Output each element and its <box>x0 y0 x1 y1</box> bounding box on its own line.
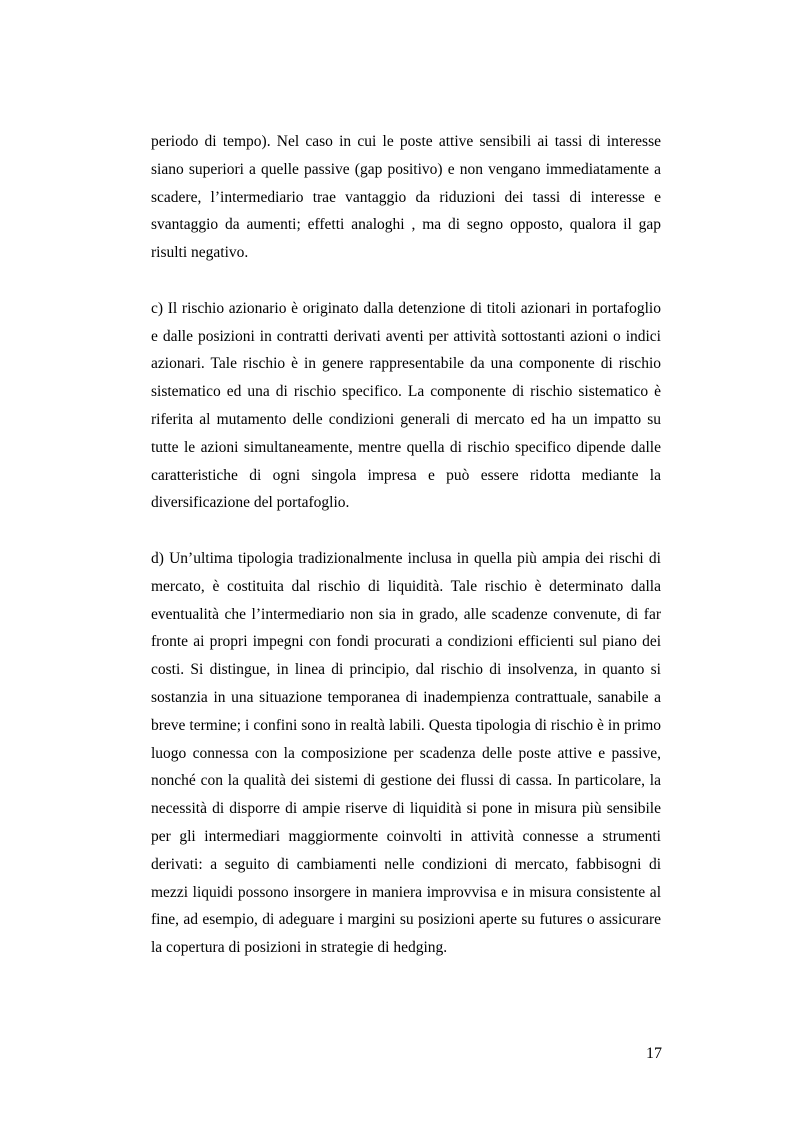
page-number: 17 <box>646 1045 662 1062</box>
body-text <box>151 128 661 962</box>
paragraph-equity-risk: c) Il rischio azionario è originato dalla detenzione di titoli azionari in portafoglio e dalle posizioni in contratti derivati aventi per attività sottostanti azioni o indici azionari. Tale rischio è in genere rappresentabile da una componente di rischio sistematico ed una di rischio specifico. La componente di rischio sistematico è riferita al mutamento delle condizioni generali di mercato ed ha un impatto su tutte le azioni simultaneamente, mentre quella di rischio specifico dipende dalle caratteristiche di ogni singola impresa e può essere ridotta mediante la diversificazione del portafoglio. <box>151 299 661 512</box>
paragraph-interest-rate-gap: periodo di tempo). Nel caso in cui le poste attive sensibili ai tassi di interesse siano superiori a quelle passive (gap positivo) e non vengano immediatamente a scadere, l’intermediario trae vantaggio da riduzioni dei tassi di interesse e svantaggio da aumenti; effetti analoghi , ma di segno opposto, qualora il gap risulti negativo. <box>151 133 661 262</box>
paragraph-liquidity-risk: d) Un’ultima tipologia tradizionalmente inclusa in quella più ampia dei rischi di mercato, è costituita dal rischio di liquidità. Tale rischio è determinato dalla eventualità che l’intermediario non sia in grado, alle scadenze convenute, di far fronte ai propri impegni con fondi procurati a condizioni efficienti sul piano dei costi. Si distingue, in linea di principio, dal rischio di insolvenza, in quanto si sostanzia in una situazione temporanea di inadempienza contrattuale, sanabile a breve termine; i confini sono in realtà labili. Questa tipologia di rischio è in primo luogo connessa con la composizione per scadenza delle poste attive e passive, nonché con la qualità dei sistemi di gestione dei flussi di cassa. In particolare, la necessità di disporre di ampie riserve di liquidità si pone in misura più sensibile per gli intermediari maggiormente coinvolti in attività connesse a strumenti derivati: a seguito di cambiamenti nelle condizioni di mercato, fabbisogni di mezzi liquidi possono insorgere in maniera improvvisa e in misura consistente al fine, ad esempio, di adeguare i margini su posizioni aperte su futures o assicurare la copertura di posizioni in strategie di hedging. <box>151 549 661 957</box>
